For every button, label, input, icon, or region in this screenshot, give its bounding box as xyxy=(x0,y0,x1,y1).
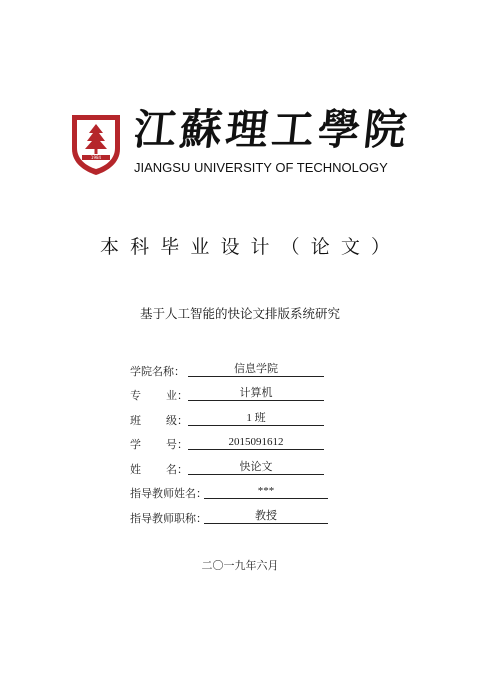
univ-char: 工 xyxy=(269,105,317,154)
doc-type-char: 本 xyxy=(100,236,120,258)
info-row-name xyxy=(130,452,340,477)
info-value-class: 1 班 xyxy=(188,411,324,426)
doc-type-char: （ xyxy=(280,236,300,258)
info-row-major xyxy=(130,379,340,404)
thesis-title: 基于人工智能的快论文排版系统研究 xyxy=(139,306,340,321)
info-row-class xyxy=(130,403,340,428)
info-label: 姓 名： xyxy=(130,462,188,476)
info-value-name: 快论文 xyxy=(188,460,324,475)
info-label: 班 级： xyxy=(130,413,188,427)
info-value-advisor-name: *** xyxy=(204,484,328,499)
doc-type-char: 科 xyxy=(130,236,150,258)
doc-type-char: 文 xyxy=(340,236,360,258)
doc-type-char: 业 xyxy=(190,236,210,258)
univ-char: 學 xyxy=(315,105,363,154)
university-name-chinese xyxy=(131,104,408,156)
info-row-advisor-name xyxy=(130,477,340,502)
univ-char: 蘇 xyxy=(177,105,225,154)
doc-type-char: 论 xyxy=(310,236,330,258)
doc-type-char: 毕 xyxy=(160,236,180,258)
university-emblem-icon xyxy=(68,111,124,177)
university-name-english: JIANGSU UNIVERSITY OF TECHNOLOGY xyxy=(134,160,388,175)
doc-type-char: 设 xyxy=(220,236,240,258)
univ-char: 江 xyxy=(131,105,179,154)
info-value-major: 计算机 xyxy=(188,386,324,401)
info-label: 学院名称： xyxy=(130,364,185,378)
document-type xyxy=(100,232,390,259)
info-row-student-id xyxy=(130,428,340,453)
info-row-advisor-title xyxy=(130,501,340,526)
info-label: 专 业： xyxy=(130,389,188,402)
info-value-college: 信息学院 xyxy=(188,362,324,377)
info-value-student-id: 2015091612 xyxy=(188,435,324,450)
info-label: 指导教师姓名： xyxy=(130,487,207,500)
submission-date: 二〇一九年六月 xyxy=(201,559,279,572)
doc-type-char: 计 xyxy=(250,236,270,258)
info-label: 学 号： xyxy=(130,438,188,451)
student-info-table xyxy=(130,354,340,526)
doc-type-char: ） xyxy=(370,236,390,258)
info-label: 指导教师职称： xyxy=(130,511,207,525)
info-row-college xyxy=(130,354,340,379)
info-value-advisor-title: 教授 xyxy=(204,509,328,524)
univ-char: 院 xyxy=(361,105,409,154)
emblem-year: 1984 xyxy=(90,155,102,160)
univ-char: 理 xyxy=(223,105,271,154)
